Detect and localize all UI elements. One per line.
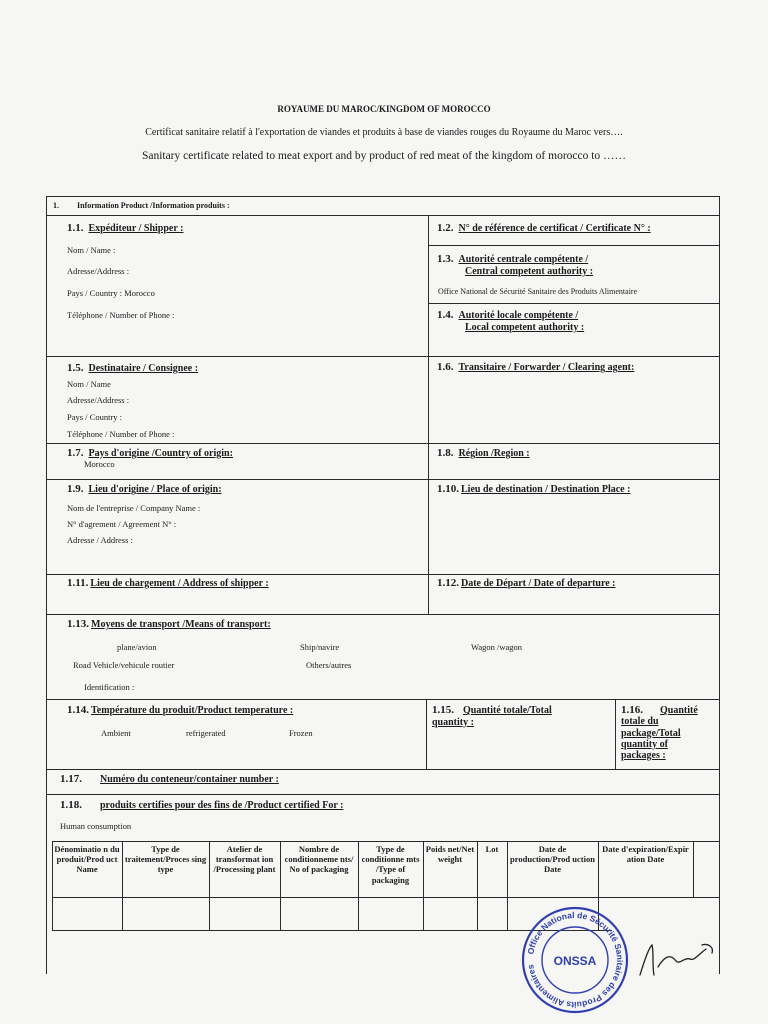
section-1-number: 1. <box>53 201 59 210</box>
origin-agreement-label: N° d'agrement / Agreement N° : <box>67 519 177 529</box>
table-header-packaging-count: Nombre de conditionneme nts/ No of packaging <box>284 844 354 875</box>
signature <box>632 935 722 985</box>
field-1-17-label: 1.17. Numéro du conteneur/container number : <box>60 773 279 785</box>
field-1-12-label: 1.12. Date de Départ / Date of departure : <box>437 577 616 589</box>
shipper-country-label: Pays / Country : Morocco <box>67 288 155 298</box>
table-header-processing-plant: Atelier de transformat ion /Processing plant <box>213 844 276 875</box>
table-header-lot: Lot <box>485 844 499 854</box>
temperature-frozen-option: Frozen <box>289 728 313 738</box>
table-header-processing-type: Type de traitement/Proces sing type <box>124 844 207 875</box>
field-1-18-label: 1.18. produits certifies pour des fins de /Product certified For : <box>60 799 344 811</box>
table-header-product-name: Dénominatio n du produit/Prod uct Name <box>54 844 120 875</box>
shipper-name-label: Nom / Name : <box>67 245 116 255</box>
transport-plane-option: plane/avion <box>117 642 157 652</box>
table-header-net-weight: Poids net/Net weight <box>425 844 475 865</box>
field-1-6-label: 1.6. Transitaire / Forwarder / Clearing agent: <box>437 361 635 373</box>
subtitle-english: Sanitary certificate related to meat export and by product of red meat of the kingdom of morocco to …… <box>141 150 627 162</box>
field-1-10-label: 1.10. Lieu de destination / Destination Place : <box>437 483 631 495</box>
field-1-5-label: 1.5. Destinataire / Consignee : <box>67 362 199 374</box>
section-1-title: Information Product /Information produits : <box>77 201 230 210</box>
subtitle-french: Certificat sanitaire relatif à l'exportation de viandes et produits à base de viandes rouges du Royaume du Maroc vers…. <box>145 127 623 138</box>
stamp-center-text: ONSSA <box>553 954 597 968</box>
shipper-phone-label: Téléphone / Number of Phone : <box>67 310 175 320</box>
transport-ship-option: Ship/navire <box>300 642 340 652</box>
origin-company-label: Nom de l'entreprise / Company Name : <box>67 503 201 513</box>
table-header-packaging-type: Type de conditionne mts /Type of packaging <box>361 844 420 885</box>
field-1-15-label: 1.15. Quantité totale/Total quantity : <box>432 704 552 728</box>
field-1-13-label: 1.13. Moyens de transport /Means of transport: <box>67 618 271 630</box>
table-header-production-date: Date de production/Prod uction Date <box>510 844 595 875</box>
temperature-ambient-option: Ambient <box>101 728 131 738</box>
shipper-address-label: Adresse/Address : <box>67 266 130 276</box>
central-authority-value: Office National de Sécurité Sanitaire des Produits Alimentaire <box>438 287 638 296</box>
consignee-address-label: Adresse/Address : <box>67 395 130 405</box>
origin-address-label: Adresse / Address : <box>67 535 133 545</box>
consignee-phone-label: Téléphone / Number of Phone : <box>67 429 175 439</box>
country-of-origin-value: Morocco <box>84 459 115 469</box>
field-1-1-label: 1.1. Expéditeur / Shipper : <box>67 222 184 234</box>
temperature-refrigerated-option: refrigerated <box>186 728 226 738</box>
field-1-7-label: 1.7. Pays d'origine /Country of origin: <box>67 447 233 459</box>
onssa-stamp <box>515 905 635 1015</box>
transport-others-option: Others/autres <box>306 660 352 670</box>
field-1-4-label: 1.4. Autorité locale compétente / Local competent authority : <box>437 309 585 333</box>
field-1-11-label: 1.11. Lieu de chargement / Address of shipper : <box>67 577 269 589</box>
field-1-3-label: 1.3. Autorité centrale compétente / Central competent authority : <box>437 253 594 277</box>
consignee-name-label: Nom / Name <box>67 379 111 389</box>
document-title: ROYAUME DU MAROC/KINGDOM OF MOROCCO <box>277 104 491 114</box>
table-header-expiration-date: Date d'expiration/Expir ation Date <box>602 844 689 865</box>
field-1-14-label: 1.14. Température du produit/Product temperature : <box>67 704 294 716</box>
field-1-16-label: 1.16. Quantité totale du package/Total quantity of packages : <box>621 704 698 761</box>
field-1-8-label: 1.8. Région /Region : <box>437 447 530 459</box>
consignee-country-label: Pays / Country : <box>67 412 123 422</box>
stamp-ring-text: Office National de Sécurité Sanitaire des Produits Alimentaires <box>525 909 626 1011</box>
field-1-2-label: 1.2. N° de référence de certificat / Certificate N° : <box>437 222 651 234</box>
certified-for-value: Human consumption <box>60 821 132 831</box>
transport-wagon-option: Wagon /wagon <box>471 642 523 652</box>
field-1-9-label: 1.9. Lieu d'origine / Place of origin: <box>67 483 222 495</box>
transport-road-option: Road Vehicle/vehicule routier <box>73 660 175 670</box>
transport-identification-label: Identification : <box>84 682 135 692</box>
